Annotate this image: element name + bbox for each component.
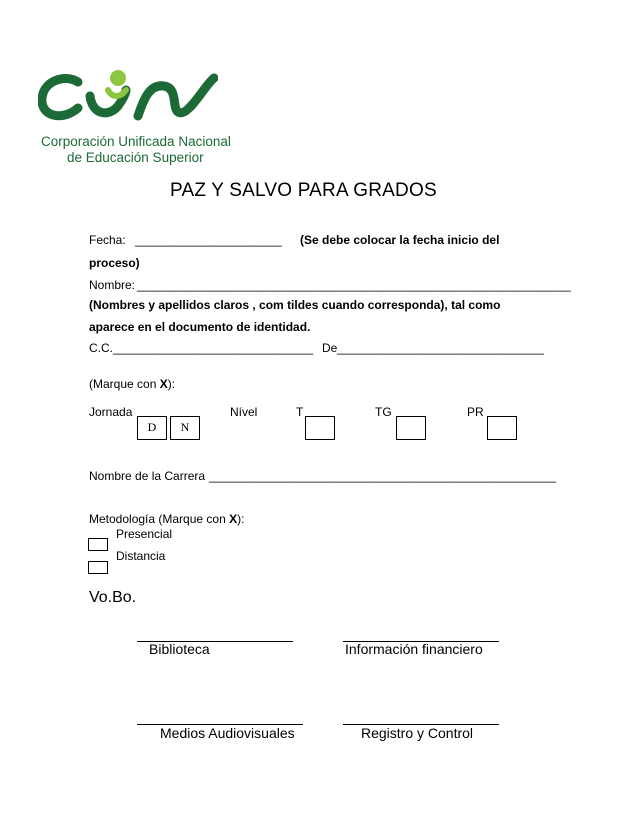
logo-org-line1: Corporación Unificada Nacional bbox=[41, 134, 231, 149]
carrera-field[interactable]: ____________________________________________________ bbox=[209, 469, 557, 483]
nivel-t-checkbox[interactable] bbox=[305, 416, 335, 440]
page-title: PAZ Y SALVO PARA GRADOS bbox=[170, 180, 437, 201]
jornada-d-checkbox[interactable]: D bbox=[137, 416, 167, 440]
nombre-note-line2: aparece en el documento de identidad. bbox=[89, 320, 311, 334]
cc-field[interactable]: ______________________________ bbox=[113, 341, 314, 355]
nombre-note-line1: (Nombres y apellidos claros , com tildes cuando corresponda), tal como bbox=[89, 298, 501, 312]
fecha-label: Fecha: bbox=[89, 233, 126, 247]
de-field[interactable]: _______________________________ bbox=[337, 341, 544, 355]
metodologia-instruction: Metodología (Marque con X): bbox=[89, 512, 245, 526]
nivel-t-label: T bbox=[296, 405, 304, 419]
fecha-note-line2: proceso) bbox=[89, 256, 140, 270]
distancia-label: Distancia bbox=[116, 549, 166, 563]
registro-label: Registro y Control bbox=[361, 725, 474, 741]
distancia-checkbox[interactable] bbox=[88, 561, 108, 574]
financiero-label: Información financiero bbox=[345, 641, 483, 657]
vobo-heading: Vo.Bo. bbox=[89, 589, 137, 606]
fecha-field[interactable]: ______________________ bbox=[135, 233, 282, 247]
nivel-pr-checkbox[interactable] bbox=[487, 416, 517, 440]
marque-instruction: (Marque con X): bbox=[89, 377, 176, 391]
jornada-n-checkbox[interactable]: N bbox=[170, 416, 200, 440]
presencial-label: Presencial bbox=[116, 527, 173, 541]
biblioteca-label: Biblioteca bbox=[149, 641, 210, 657]
jornada-label: Jornada bbox=[89, 405, 133, 419]
logo-org-line2: de Educación Superior bbox=[67, 150, 204, 165]
cc-label: C.C. bbox=[89, 341, 113, 355]
fecha-note-line1: (Se debe colocar la fecha inicio del bbox=[300, 233, 500, 247]
nivel-tg-label: TG bbox=[375, 405, 392, 419]
nombre-field[interactable]: _________________________________________________________________ bbox=[137, 278, 571, 292]
audiovisuales-label: Medios Audiovisuales bbox=[160, 725, 295, 741]
de-label: De bbox=[322, 341, 338, 355]
carrera-label: Nombre de la Carrera bbox=[89, 469, 206, 483]
cun-logo-mark bbox=[38, 68, 218, 126]
nivel-tg-checkbox[interactable] bbox=[396, 416, 426, 440]
nivel-label: Nível bbox=[230, 405, 258, 419]
nombre-label: Nombre: bbox=[89, 278, 136, 292]
nivel-pr-label: PR bbox=[467, 405, 484, 419]
presencial-checkbox[interactable] bbox=[88, 538, 108, 551]
